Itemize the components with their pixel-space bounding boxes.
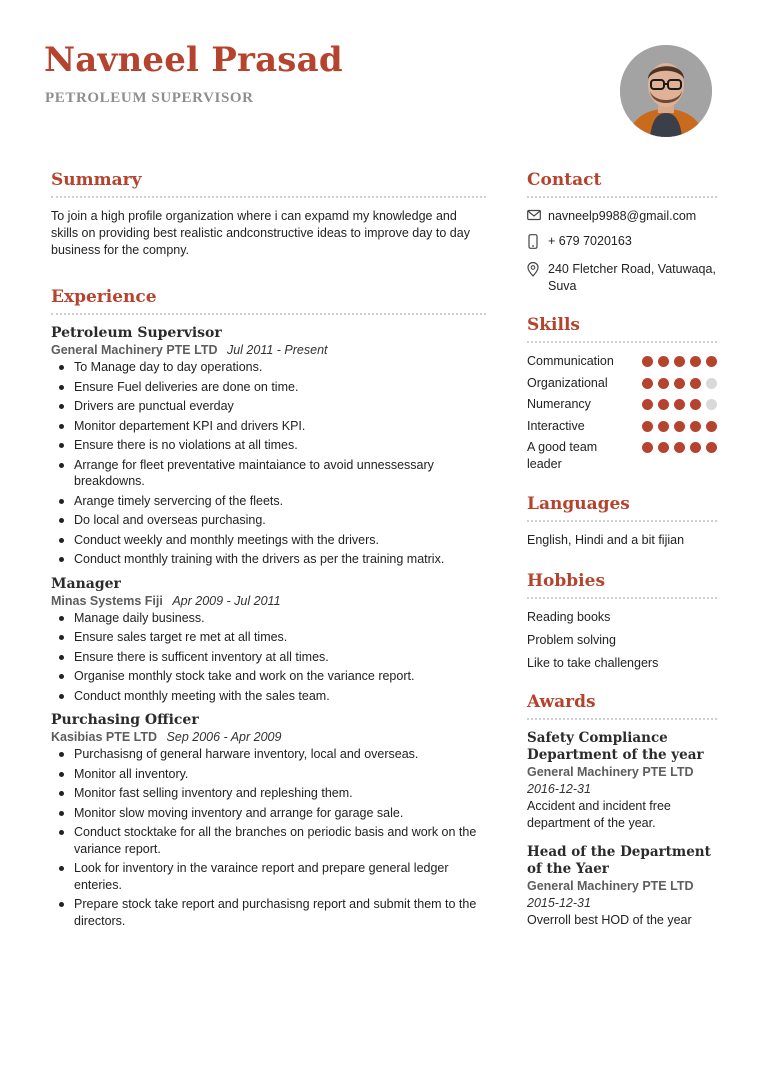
skills-section <box>527 315 717 472</box>
job-title: Purchasing Officer <box>51 712 199 728</box>
contact-section <box>527 170 717 295</box>
job-company: General Machinery PTE LTD <box>51 343 218 357</box>
hobby-item: Reading books <box>527 610 611 624</box>
experience-section <box>51 287 486 929</box>
duty-item: Do local and overseas purchasing. <box>51 512 486 529</box>
skill-row <box>527 396 717 413</box>
duty-item: Conduct monthly training with the drivers as per the training matrix. <box>51 551 486 568</box>
right-column <box>527 170 717 941</box>
award-org: General Machinery PTE LTD <box>527 879 694 893</box>
awards-section <box>527 692 717 929</box>
skill-rating <box>642 375 717 389</box>
candidate-title: PETROLEUM SUPERVISOR <box>45 90 254 106</box>
duty-item: Ensure there is sufficent inventory at all times. <box>51 649 486 666</box>
duty-item: Organise monthly stock take and work on the variance report. <box>51 668 486 685</box>
rating-dot <box>690 421 701 432</box>
duty-item: Conduct weekly and monthly meetings with the drivers. <box>51 532 486 549</box>
duty-item: Look for inventory in the varaince report and prepare general ledger enteries. <box>51 860 486 893</box>
job-entry <box>51 325 486 568</box>
rating-dot <box>706 421 717 432</box>
hobby-item: Like to take challengers <box>527 656 659 670</box>
rating-dot <box>690 442 701 453</box>
award-date: 2015-12-31 <box>527 896 591 910</box>
rating-dot <box>674 442 685 453</box>
experience-heading: Experience <box>51 287 486 315</box>
skill-name: Communication <box>527 354 614 368</box>
job-duties <box>51 359 486 568</box>
award-title: Head of the Department of the Yaer <box>527 844 711 877</box>
skill-name: Organizational <box>527 375 608 390</box>
rating-dot <box>706 378 717 389</box>
skill-rating <box>642 353 717 367</box>
award-title: Safety Compliance Department of the year <box>527 730 704 763</box>
award-org: General Machinery PTE LTD <box>527 765 694 779</box>
summary-section <box>51 170 486 259</box>
rating-dot <box>674 399 685 410</box>
award-desc: Accident and incident free department of the year. <box>527 799 671 830</box>
duty-item: To Manage day to day operations. <box>51 359 486 376</box>
job-duties <box>51 610 486 705</box>
candidate-name: Navneel Prasad <box>44 40 343 80</box>
duty-item: Ensure sales target re met at all times. <box>51 629 486 646</box>
rating-dot <box>706 356 717 367</box>
award-entry <box>527 844 717 929</box>
duty-item: Drivers are punctual everday <box>51 398 486 415</box>
skills-list <box>527 353 717 472</box>
job-entry <box>51 576 486 705</box>
job-dates: Sep 2006 - Apr 2009 <box>166 730 282 744</box>
job-company: Kasibias PTE LTD <box>51 730 158 744</box>
duty-item: Arrange for fleet preventative maintaiance to avoid unnessessary breakdowns. <box>51 457 486 490</box>
duty-item: Conduct monthly meeting with the sales team. <box>51 688 486 705</box>
rating-dot <box>674 378 685 389</box>
job-dates: Jul 2011 - Present <box>226 343 328 357</box>
job-entry <box>51 712 486 929</box>
duty-item: Monitor all inventory. <box>51 766 486 783</box>
summary-heading: Summary <box>51 170 486 198</box>
rating-dot <box>690 378 701 389</box>
rating-dot <box>642 442 653 453</box>
skill-rating <box>642 418 717 432</box>
job-meta <box>51 343 486 357</box>
skill-name: Interactive <box>527 418 585 433</box>
rating-dot <box>674 356 685 367</box>
award-entry <box>527 730 717 832</box>
skill-name: Numerancy <box>527 397 591 411</box>
summary-text: To join a high profile organization where i can expamd my knowledge and skills on providing best realistic andconstructive ideas to improve day to day business for the compny. <box>51 209 470 257</box>
duty-item: Monitor slow moving inventory and arrange for garage sale. <box>51 805 486 822</box>
contact-email <box>527 208 717 226</box>
rating-dot <box>642 378 653 389</box>
job-meta <box>51 730 486 744</box>
job-duties <box>51 746 486 929</box>
skills-heading: Skills <box>527 315 717 343</box>
duty-item: Monitor departement KPI and drivers KPI. <box>51 418 486 435</box>
rating-dot <box>642 356 653 367</box>
skill-row <box>527 439 717 472</box>
skill-row <box>527 353 717 370</box>
hobbies-section <box>527 571 717 672</box>
duty-item: Prepare stock take report and purchasisng report and submit them to the directors. <box>51 896 486 929</box>
rating-dot <box>642 399 653 410</box>
duty-item: Ensure Fuel deliveries are done on time. <box>51 379 486 396</box>
rating-dot <box>690 399 701 410</box>
rating-dot <box>674 421 685 432</box>
duty-item: Conduct stocktake for all the branches on periodic basis and work on the variance report. <box>51 824 486 857</box>
duty-item: Ensure there is no violations at all times. <box>51 437 486 454</box>
duty-item: Arange timely servercing of the fleets. <box>51 493 486 510</box>
job-title: Manager <box>51 575 121 592</box>
contact-address <box>527 261 717 295</box>
rating-dot <box>690 356 701 367</box>
rating-dot <box>658 356 669 367</box>
rating-dot <box>642 421 653 432</box>
envelope-icon <box>527 208 548 226</box>
languages-text: English, Hindi and a bit fijian <box>527 533 685 547</box>
phone-icon <box>527 233 548 254</box>
rating-dot <box>706 399 717 410</box>
job-company: Minas Systems Fiji <box>51 593 163 608</box>
skill-row <box>527 375 717 392</box>
phone-value[interactable]: + 679 7020163 <box>548 234 632 248</box>
rating-dot <box>658 442 669 453</box>
contact-phone <box>527 233 717 254</box>
rating-dot <box>658 421 669 432</box>
hobby-item: Problem solving <box>527 633 616 647</box>
skill-rating <box>642 439 717 453</box>
languages-heading: Languages <box>527 494 717 522</box>
address-value: 240 Fletcher Road, Vatuwaqa, Suva <box>548 262 716 293</box>
email-value[interactable]: navneelp9988@gmail.com <box>548 209 697 223</box>
job-dates: Apr 2009 - Jul 2011 <box>172 593 281 608</box>
duty-item: Purchasisng of general harware inventory, local and overseas. <box>51 746 486 763</box>
job-title: Petroleum Supervisor <box>51 325 222 341</box>
languages-section <box>527 494 717 549</box>
awards-heading: Awards <box>527 692 717 720</box>
avatar <box>620 45 712 137</box>
award-desc: Overroll best HOD of the year <box>527 913 692 927</box>
rating-dot <box>658 378 669 389</box>
duty-item: Manage daily business. <box>51 610 486 627</box>
profile-photo <box>620 45 712 137</box>
skill-row <box>527 418 717 435</box>
rating-dot <box>658 399 669 410</box>
duty-item: Monitor fast selling inventory and repleshing them. <box>51 785 486 802</box>
skill-name: A good team leader <box>527 440 598 471</box>
contact-heading: Contact <box>527 170 717 198</box>
award-date: 2016-12-31 <box>527 782 591 796</box>
map-pin-icon <box>527 261 548 282</box>
rating-dot <box>706 442 717 453</box>
hobbies-heading: Hobbies <box>527 571 717 599</box>
job-meta <box>51 594 486 608</box>
left-column <box>51 170 486 937</box>
skill-rating <box>642 396 717 410</box>
